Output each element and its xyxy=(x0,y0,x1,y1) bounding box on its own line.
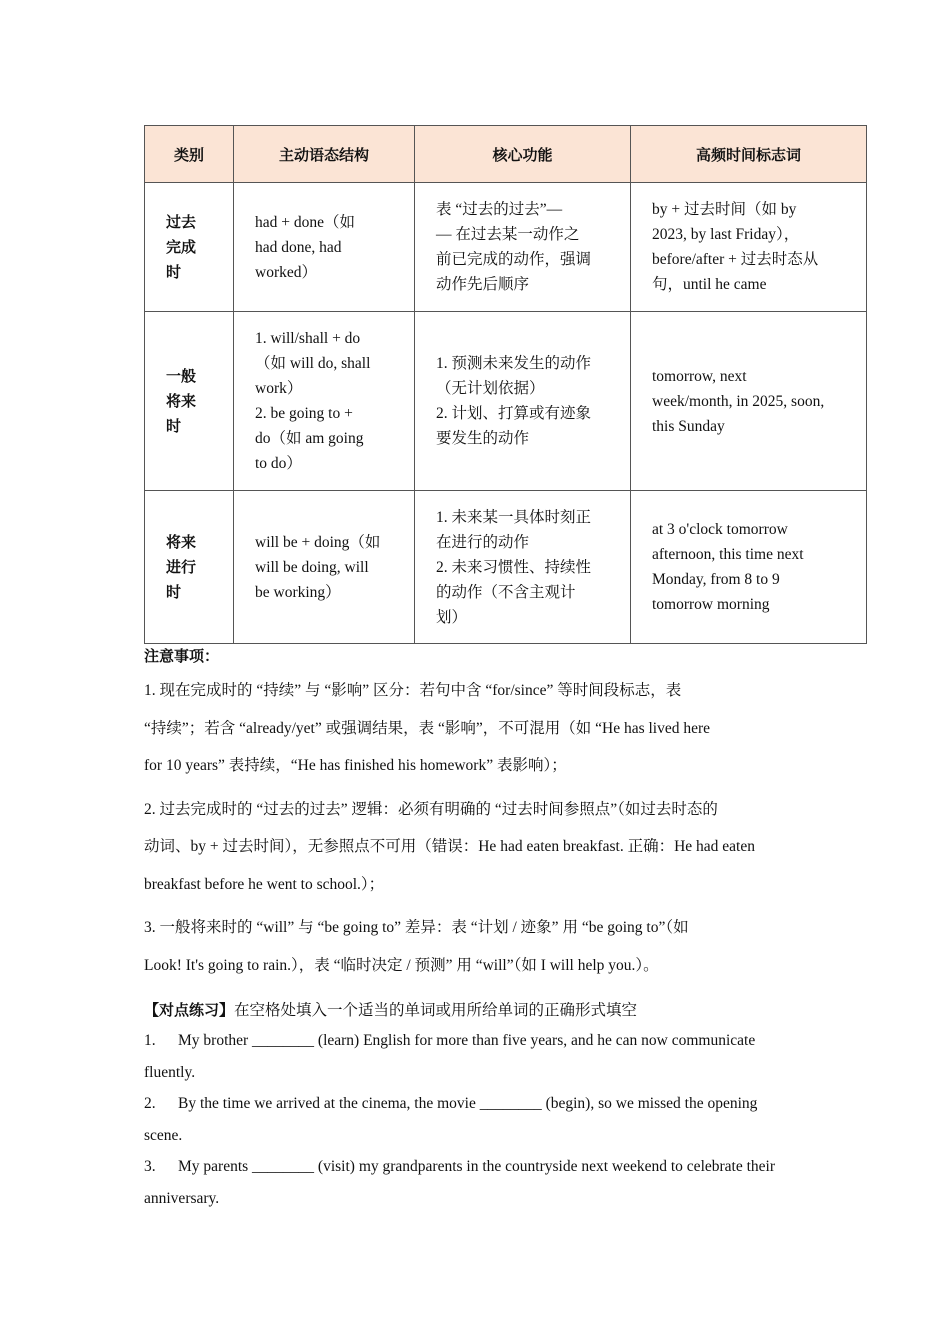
notes-section xyxy=(144,642,834,984)
header-markers: 高频时间标志词 xyxy=(631,126,867,183)
note-item: 2. 过去完成时的 “过去的过去” 逻辑：必须有明确的 “过去时间参照点”（如过去时态的 动词、by + 过去时间），无参照点不可用（错误：He had eaten breakfast. 正确：He had eaten breakfast before he went to school.）； xyxy=(144,800,755,893)
category-cell: 一般 将来 时 xyxy=(145,312,234,491)
function-cell: 1. 未来某一具体时刻正 在进行的动作 2. 未来习惯性、持续性 的动作（不含主观计 划） xyxy=(415,491,631,644)
exercise-section xyxy=(144,996,834,1214)
table-row xyxy=(145,312,867,491)
header-category: 类别 xyxy=(145,126,234,183)
table-row xyxy=(145,183,867,312)
header-structure: 主动语态结构 xyxy=(234,126,415,183)
markers-cell: at 3 o'clock tomorrow afternoon, this time next Monday, from 8 to 9 tomorrow morning xyxy=(631,491,867,644)
note-item: 1. 现在完成时的 “持续” 与 “影响” 区分：若句中含 “for/since” 等时间段标志，表 “持续”；若含 “already/yet” 或强调结果，表 “影响”，不可混用（如 “He has lived here for 10 years” 表持续，“He has finished his homework” 表影响）； xyxy=(144,682,711,774)
structure-cell: 1. will/shall + do （如 will do, shall work） 2. be going to + do（如 am going to do） xyxy=(234,312,415,491)
function-cell: 表 “过去的过去”— — 在过去某一动作之 前已完成的动作，强调 动作先后顺序 xyxy=(415,183,631,312)
function-cell: 1. 预测未来发生的动作 （无计划依据） 2. 计划、打算或有迹象 要发生的动作 xyxy=(415,312,631,491)
tense-table xyxy=(144,125,867,644)
header-function: 核心功能 xyxy=(415,126,631,183)
table-header-row xyxy=(145,126,867,183)
structure-cell: will be + doing（如 will be doing, will be working） xyxy=(234,491,415,644)
exercise-item: 3. My parents ________ (visit) my grandparents in the countryside next weekend to celebrate their anniversary. xyxy=(144,1158,776,1207)
category-cell: 将来 进行 时 xyxy=(145,491,234,644)
markers-cell: by + 过去时间（如 by 2023, by last Friday）， before/after + 过去时态从 句，until he came xyxy=(631,183,867,312)
notes-title: 注意事项： xyxy=(144,647,220,665)
exercise-item: 2. By the time we arrived at the cinema, the movie ________ (begin), so we missed the opening scene. xyxy=(144,1095,758,1144)
table-row xyxy=(145,491,867,644)
exercise-title: 【对点练习】在空格处填入一个适当的单词或用所给单词的正确形式填空 xyxy=(144,1001,638,1019)
note-item: 3. 一般将来时的 “will” 与 “be going to” 差异：表 “计划 / 迹象” 用 “be going to”（如 Look! It's going to rain.），表 “临时决定 / 预测” 用 “will”（如 I will help you.）。 xyxy=(144,919,689,974)
structure-cell: had + done（如 had done, had worked） xyxy=(234,183,415,312)
exercise-item: 1. My brother ________ (learn) English for more than five years, and he can now communicate fluently. xyxy=(144,1032,756,1081)
markers-cell: tomorrow, next week/month, in 2025, soon, this Sunday xyxy=(631,312,867,491)
category-cell: 过去 完成 时 xyxy=(145,183,234,312)
